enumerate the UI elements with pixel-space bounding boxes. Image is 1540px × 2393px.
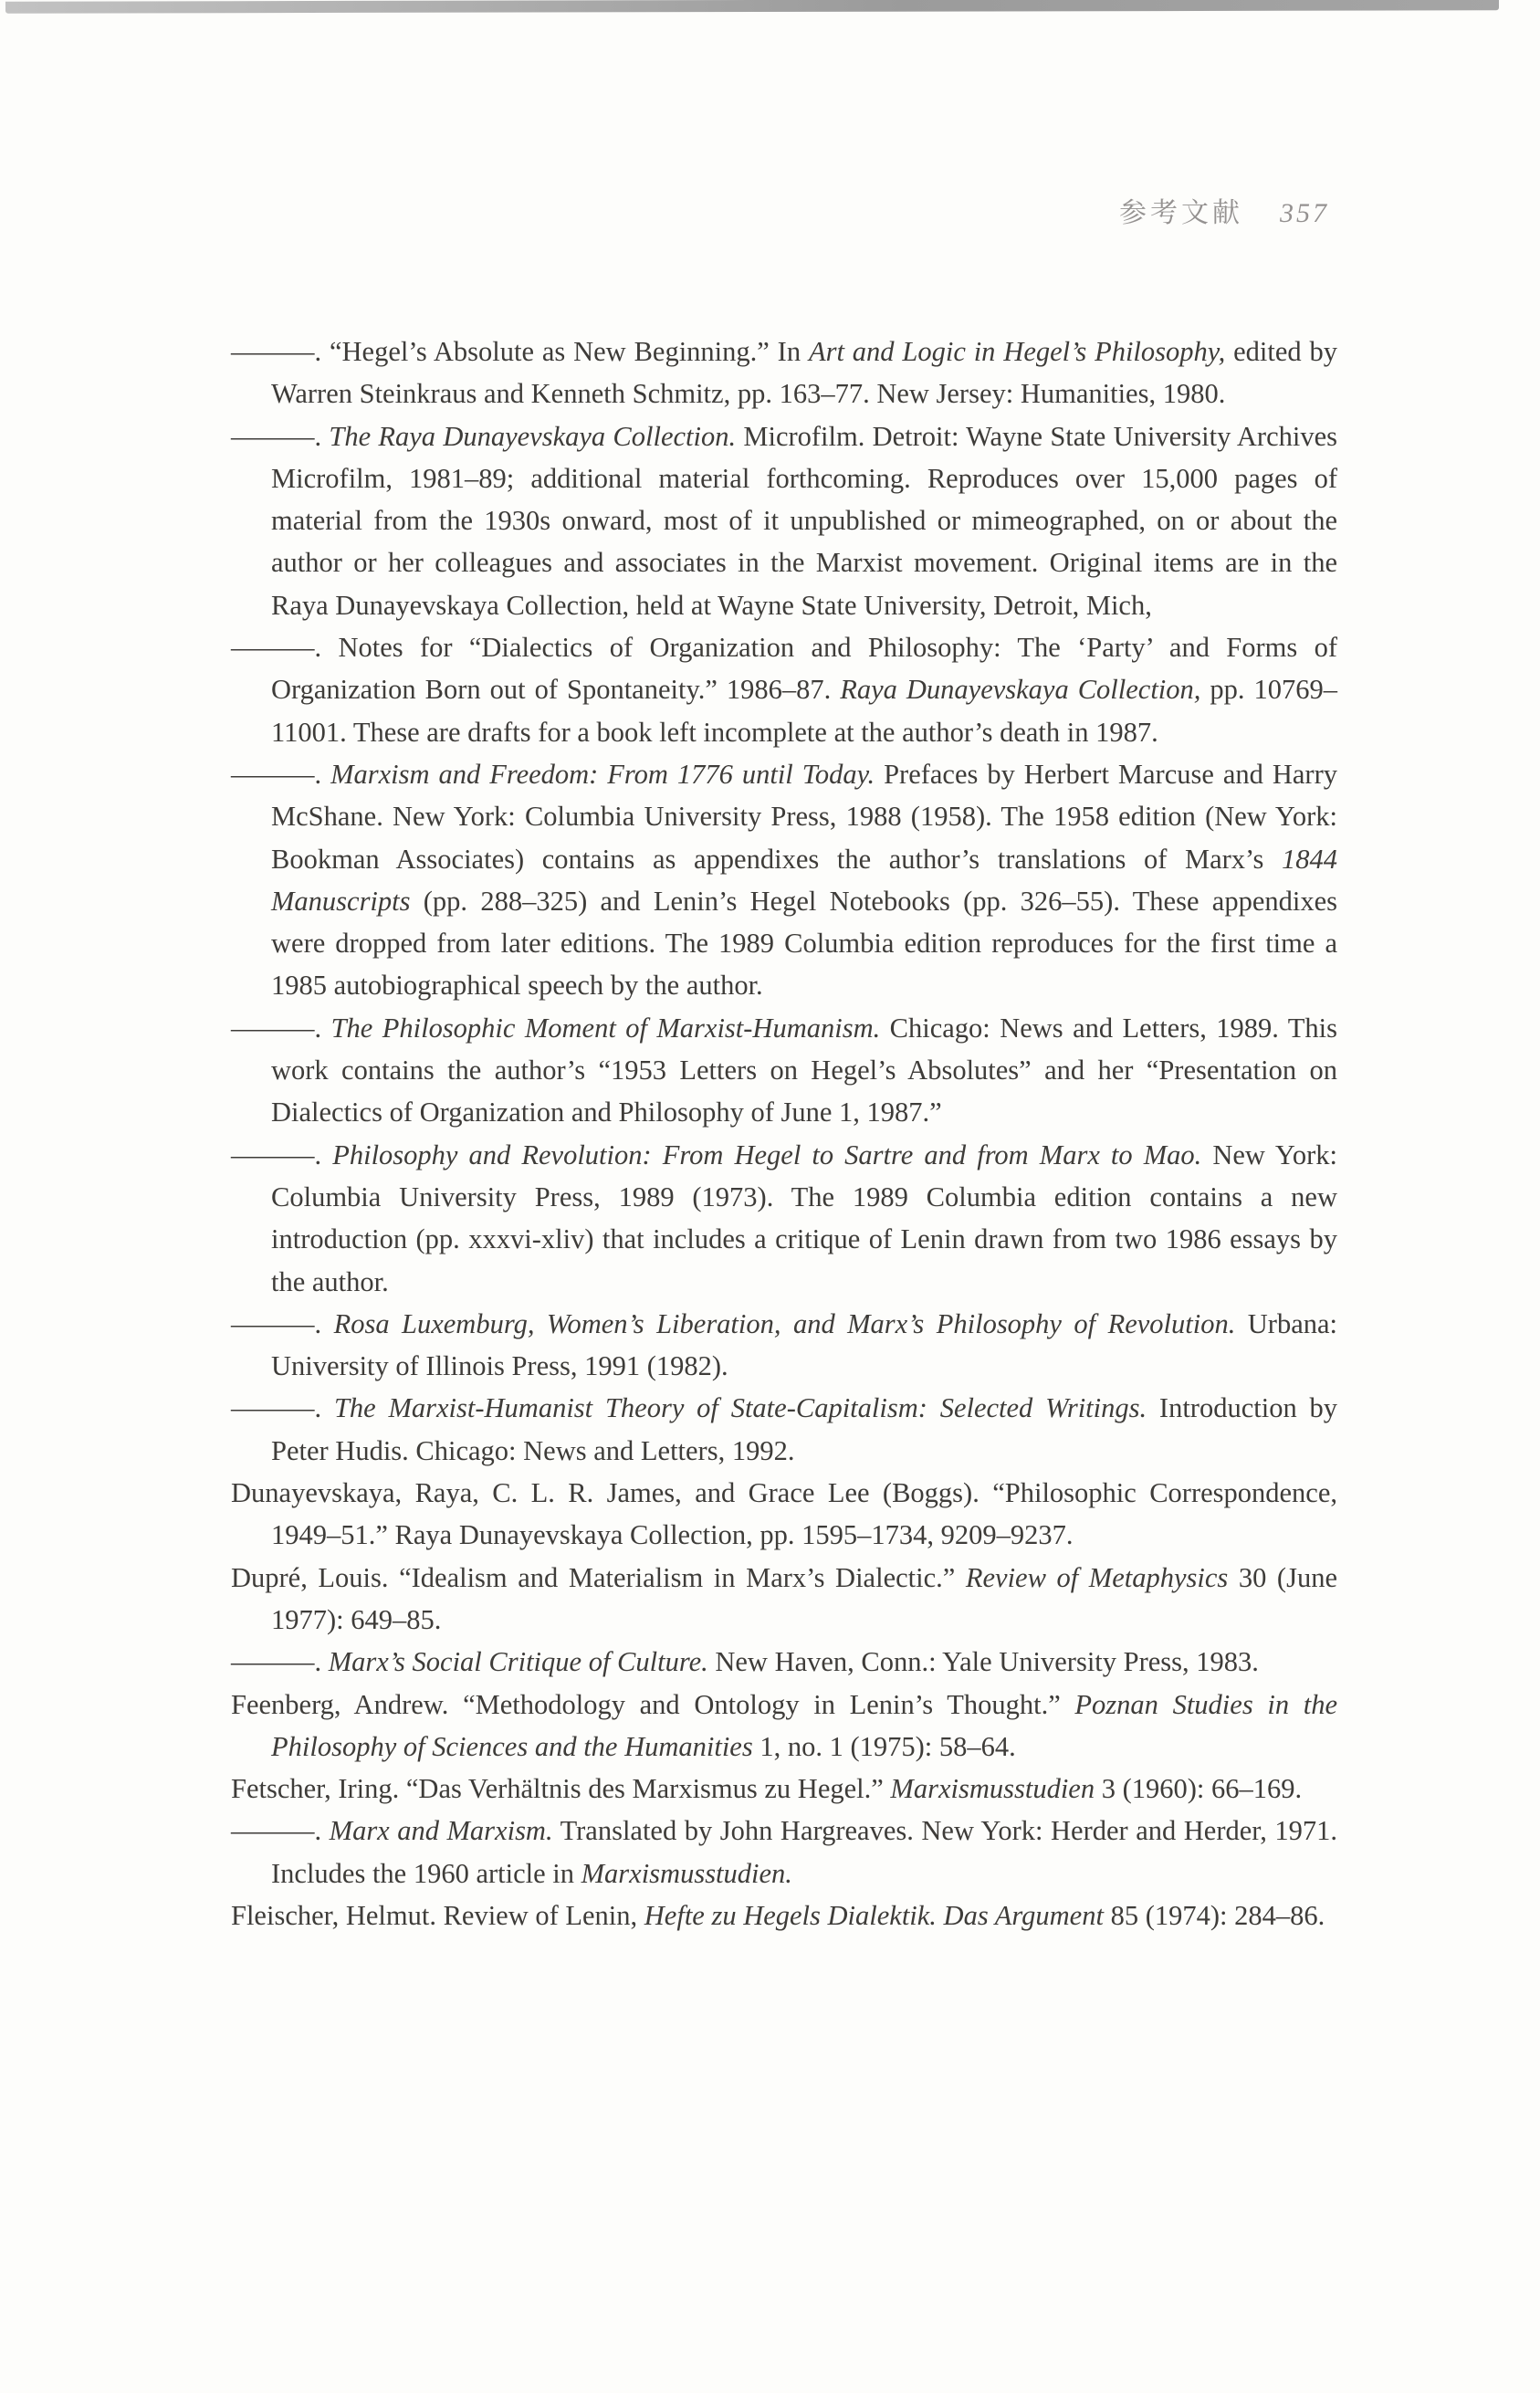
- entry-title-italic: The Raya Dunayevskaya Collection.: [329, 420, 737, 452]
- bibliography-entry: [231, 1134, 1337, 1303]
- entry-title-italic: Poznan Studies in the Philosophy of Sciences and the Humanities: [271, 1688, 1338, 1762]
- entry-title-italic: Marx’s Social Critique of Culture.: [328, 1646, 708, 1678]
- bibliography-entry: [231, 1557, 1337, 1642]
- entry-text: Urbana: University of Illinois Press, 1991 (1982).: [271, 1307, 1338, 1382]
- entry-title-italic: Art and Logic in Hegel’s Philosophy,: [808, 336, 1226, 367]
- entry-text: ———. Notes for “Dialectics of Organization and Philosophy: The ‘Party’ and Forms of Organization Born out of Spontaneity.” 1986–87.: [231, 632, 1337, 706]
- entry-text: 30 (June 1977): 649–85.: [271, 1561, 1337, 1635]
- bibliography-entry: [231, 753, 1337, 1007]
- bibliography-entry: [231, 1303, 1337, 1388]
- entry-title-italic: Hefte zu Hegels Dialektik. Das Argument: [644, 1899, 1104, 1931]
- entry-title-italic: Raya Dunayevskaya Collection,: [840, 674, 1201, 706]
- entry-title-italic: Rosa Luxemburg, Women’s Liberation, and Marx’s Philosophy of Revolution.: [333, 1307, 1236, 1339]
- entry-text: ———.: [231, 1815, 330, 1847]
- entry-text: New York: Columbia University Press, 1989 (1973). The 1989 Columbia edition contains a new introduction (pp. xxxvi-xliv) that includes a critique of Lenin drawn from two 1986 essays by the author.: [271, 1139, 1338, 1297]
- bibliography-entry: [231, 331, 1337, 415]
- bibliography-entry: [231, 1641, 1337, 1683]
- entry-title-italic: Philosophy and Revolution: From Hegel to Sartre and from Marx to Mao.: [332, 1139, 1202, 1170]
- entry-title-italic: Marxism and Freedom: From 1776 until Today.: [330, 758, 875, 790]
- entry-text: ———.: [231, 1307, 334, 1339]
- page-number: 357: [1280, 198, 1329, 228]
- bibliography-entry: [231, 1472, 1337, 1557]
- entry-title-italic: The Marxist-Humanist Theory of State-Capitalism: Selected Writings.: [333, 1392, 1147, 1424]
- entry-title-italic: The Philosophic Moment of Marxist-Humanism.: [330, 1012, 881, 1044]
- entry-text: Translated by John Hargreaves. New York: Herder and Herder, 1971. Includes the 1960 article in: [271, 1815, 1337, 1889]
- entry-title-italic: 1844 Manuscripts: [271, 843, 1337, 917]
- entry-text: ———.: [231, 1392, 334, 1424]
- running-head-title: 参考文献: [1119, 198, 1243, 228]
- bibliography-entry: [231, 1894, 1337, 1936]
- entry-text: ———.: [231, 758, 331, 790]
- entry-text: Fetscher, Iring. “Das Verhältnis des Marxismus zu Hegel.”: [231, 1773, 891, 1805]
- entry-text: Microfilm. Detroit: Wayne State University Archives Microfilm, 1981–89; additional material forthcoming. Reproduces over 15,000 pages of material from the 1930s onward, most of it unpublished or mimeographed, on or about the author or her colleagues and associates in the Marxist movement. Original items are in the Raya Dunayevskaya Collection, held at Wayne State University, Detroit, Mich,: [271, 420, 1338, 621]
- bibliography-entry: [231, 1810, 1337, 1894]
- bibliography-entry: [231, 626, 1337, 753]
- entry-text: Prefaces by Herbert Marcuse and Harry McShane. New York: Columbia University Press, 1988 (1958). The 1958 edition (New York: Bookman Associates) contains as appendixes the author’s translations of Marx’s: [271, 758, 1337, 875]
- entry-text: Feenberg, Andrew. “Methodology and Ontology in Lenin’s Thought.”: [231, 1688, 1075, 1720]
- bibliography-entry: [231, 1387, 1337, 1472]
- entry-title-italic: Marx and Marxism.: [329, 1815, 553, 1847]
- entry-text: ———.: [231, 420, 330, 452]
- scan-edge-artifact: [5, 0, 1499, 14]
- entry-text: ———. “Hegel’s Absolute as New Beginning.” In: [231, 336, 809, 367]
- entry-text: ———.: [231, 1139, 333, 1170]
- entry-title-italic: Review of Metaphysics: [965, 1561, 1229, 1593]
- bibliography-list: [231, 331, 1337, 1936]
- entry-text: Fleischer, Helmut. Review of Lenin,: [231, 1899, 644, 1931]
- entry-text: pp. 10769–11001. These are drafts for a book left incomplete at the author’s death in 1987.: [271, 674, 1338, 748]
- bibliography-entry: [231, 1768, 1337, 1810]
- entry-text: 1, no. 1 (1975): 58–64.: [752, 1730, 1016, 1762]
- entry-text: 3 (1960): 66–169.: [1095, 1773, 1303, 1805]
- entry-text: Dunayevskaya, Raya, C. L. R. James, and Grace Lee (Boggs). “Philosophic Correspondence, 1949–51.” Raya Dunayevskaya Collection, pp. 1595–1734, 9209–9237.: [231, 1477, 1337, 1551]
- entry-text: edited by Warren Steinkraus and Kenneth Schmitz, pp. 163–77. New Jersey: Humanities, 1980.: [271, 336, 1337, 410]
- bibliography-entry: [231, 1007, 1337, 1134]
- bibliography-entry: [231, 415, 1337, 626]
- entry-text: Dupré, Louis. “Idealism and Materialism in Marx’s Dialectic.”: [231, 1561, 966, 1593]
- entry-text: (pp. 288–325) and Lenin’s Hegel Notebooks (pp. 326–55). These appendixes were dropped from later editions. The 1989 Columbia edition reproduces for the first time a 1985 autobiographical speech by the author.: [271, 885, 1337, 1002]
- entry-text: 85 (1974): 284–86.: [1103, 1899, 1325, 1931]
- entry-text: New Haven, Conn.: Yale University Press, 1983.: [707, 1646, 1259, 1678]
- entry-text: Introduction by Peter Hudis. Chicago: News and Letters, 1992.: [271, 1392, 1337, 1466]
- entry-title-italic: Marxismusstudien.: [581, 1857, 792, 1889]
- entry-text: ———.: [231, 1012, 331, 1044]
- entry-text: ———.: [231, 1646, 329, 1678]
- entry-title-italic: Marxismusstudien: [890, 1773, 1095, 1805]
- bibliography-entry: [231, 1684, 1337, 1769]
- running-head: [1119, 197, 1329, 230]
- entry-text: Chicago: News and Letters, 1989. This work contains the author’s “1953 Letters on Hegel’s Absolutes” and her “Presentation on Dialectics of Organization and Philosophy of June 1, 1987.”: [271, 1012, 1338, 1128]
